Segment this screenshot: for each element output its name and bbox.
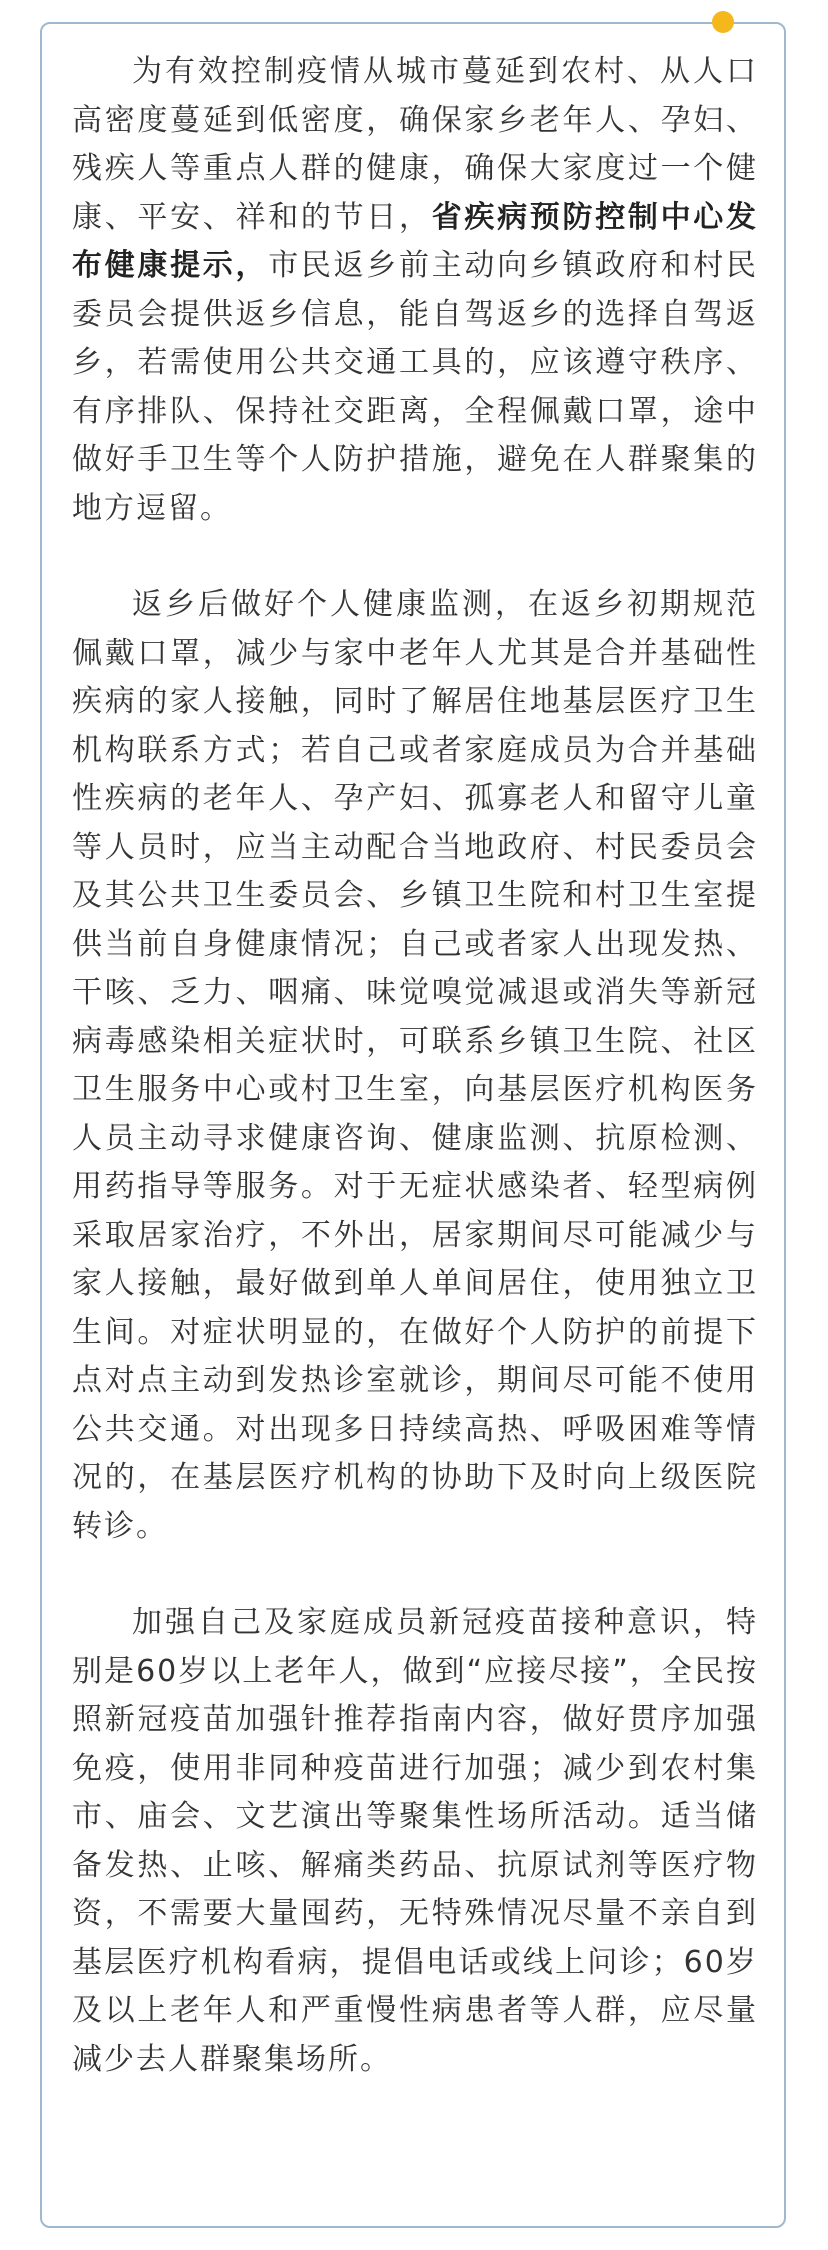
paragraph-3-text: 加强自己及家庭成员新冠疫苗接种意识，特别是60岁以上老年人，做到“应接尽接”，全民按照新冠疫苗加强针推荐指南内容，做好贯序加强免疫，使用非同种疫苗进行加强；减少到农村集市、庙会、文艺演出等聚集性场所活动。适当储备发热、止咳、解痛类药品、抗原试剂等医疗物资，不需要大量囤药，无特殊情况尽量不亲自到基层医疗机构看病，提倡电话或线上问诊；60岁及以上老年人和严重慢性病患者等人群，应尽量减少去人群聚集场所。 (72, 1605, 758, 2077)
article-body (72, 48, 758, 2084)
paragraph-2-text: 返乡后做好个人健康监测，在返乡初期规范佩戴口罩，减少与家中老年人尤其是合并基础性疾病的家人接触，同时了解居住地基层医疗卫生机构联系方式；若自己或者家庭成员为合并基础性疾病的老年人、孕产妇、孤寡老人和留守儿童等人员时，应当主动配合当地政府、村民委员会及其公共卫生委员会、乡镇卫生院和村卫生室提供当前自身健康情况；自己或者家人出现发热、干咳、乏力、咽痛、味觉嗅觉减退或消失等新冠病毒感染相关症状时，可联系乡镇卫生院、社区卫生服务中心或村卫生室，向基层医疗机构医务人员主动寻求健康咨询、健康监测、抗原检测、用药指导等服务。对于无症状感染者、轻型病例采取居家治疗，不外出，居家期间尽可能减少与家人接触，最好做到单人单间居住，使用独立卫生间。对症状明显的，在做好个人防护的前提下点对点主动到发热诊室就诊，期间尽可能不使用公共交通。对出现多日持续高热、呼吸困难等情况的，在基层医疗机构的协助下及时向上级医院转诊。 (72, 587, 758, 1544)
paragraph-1-text-start: 为有效控制疫情从城市蔓延到农村、从人口高密度蔓延到低密度，确保家乡老年人、孕妇、残疾人等重点人群的健康，确保大家度过一个健康、平安、祥和的节日， (72, 54, 758, 235)
paragraph-3 (72, 1599, 758, 2084)
paragraph-1-highlight: 省疾病预防控制中心发布健康提示， (72, 199, 759, 283)
paragraph-1 (72, 48, 758, 533)
paragraph-1-text-end: 市民返乡前主动向乡镇政府和村民委员会提供返乡信息，能自驾返乡的选择自驾返乡，若需使用公共交通工具的，应该遵守秩序、有序排队、保持社交距离，全程佩戴口罩，途中做好手卫生等个人防护措施，避免在人群聚集的地方逗留。 (72, 248, 759, 526)
decorative-dot-icon (712, 11, 734, 33)
paragraph-2 (72, 581, 758, 1551)
